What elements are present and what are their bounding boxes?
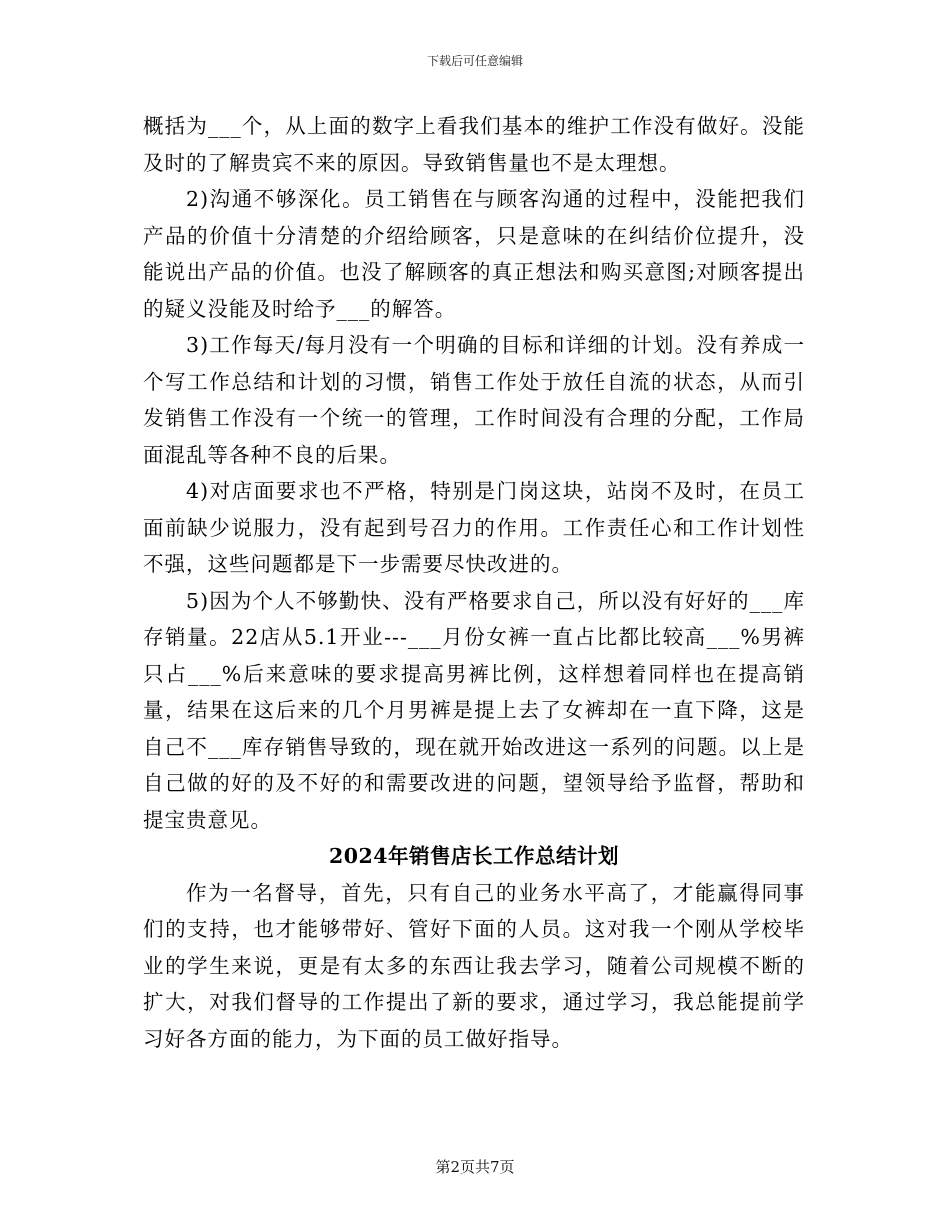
paragraph-item-2: 2)沟通不够深化。员工销售在与顾客沟通的过程中，没能把我们产品的价值十分清楚的介绍给顾客，只是意味的在纠结价位提升，没能说出产品的价值。也没了解顾客的真正想法和购买意图;对顾客提出的疑义没能及时给予___的解答。 — [143, 187, 805, 321]
paragraph-item-5: 5)因为个人不够勤快、没有严格要求自己，所以没有好好的___库存销量。22店从5.1开业---___月份女裤一直占比都比较高___%男裤只占___%后来意味的要求提高男裤比例，这样想着同样也在提高销量，结果在这后来的几个月男裤是提上去了女裤却在一直下降，这是自己不___库存销售导致的，现在就开始改进这一系列的问题。以上是自己做的好的及不好的和需要改进的问题，望领导给予监督，帮助和提宝贵意见。 — [143, 588, 805, 832]
page-number: 第2页共7页 — [435, 1158, 515, 1176]
section-heading: 2024年销售店长工作总结计划 — [328, 844, 620, 868]
paragraph-continued: 概括为___个，从上面的数字上看我们基本的维护工作没有做好。没能及时的了解贵宾不来的原因。导致销售量也不是太理想。 — [143, 114, 805, 175]
page-header: 下载后可任意编辑 — [426, 54, 523, 68]
paragraph-item-4: 4)对店面要求也不严格，特别是门岗这块，站岗不及时，在员工面前缺少说服力，没有起到号召力的作用。工作责任心和工作计划性不强，这些问题都是下一步需要尽快改进的。 — [143, 479, 805, 576]
paragraph-intro: 作为一名督导，首先，只有自己的业务水平高了，才能赢得同事们的支持，也才能够带好、管好下面的人员。这对我一个刚从学校毕业的学生来说，更是有太多的东西让我去学习，随着公司规模不断的扩大，对我们督导的工作提出了新的要求，通过学习，我总能提前学习好各方面的能力，为下面的员工做好指导。 — [143, 880, 805, 1051]
document-body — [143, 108, 805, 1057]
paragraph-item-3: 3)工作每天/每月没有一个明确的目标和详细的计划。没有养成一个写工作总结和计划的习惯，销售工作处于放任自流的状态，从而引发销售工作没有一个统一的管理，工作时间没有合理的分配，工作局面混乱等各种不良的后果。 — [143, 333, 805, 467]
